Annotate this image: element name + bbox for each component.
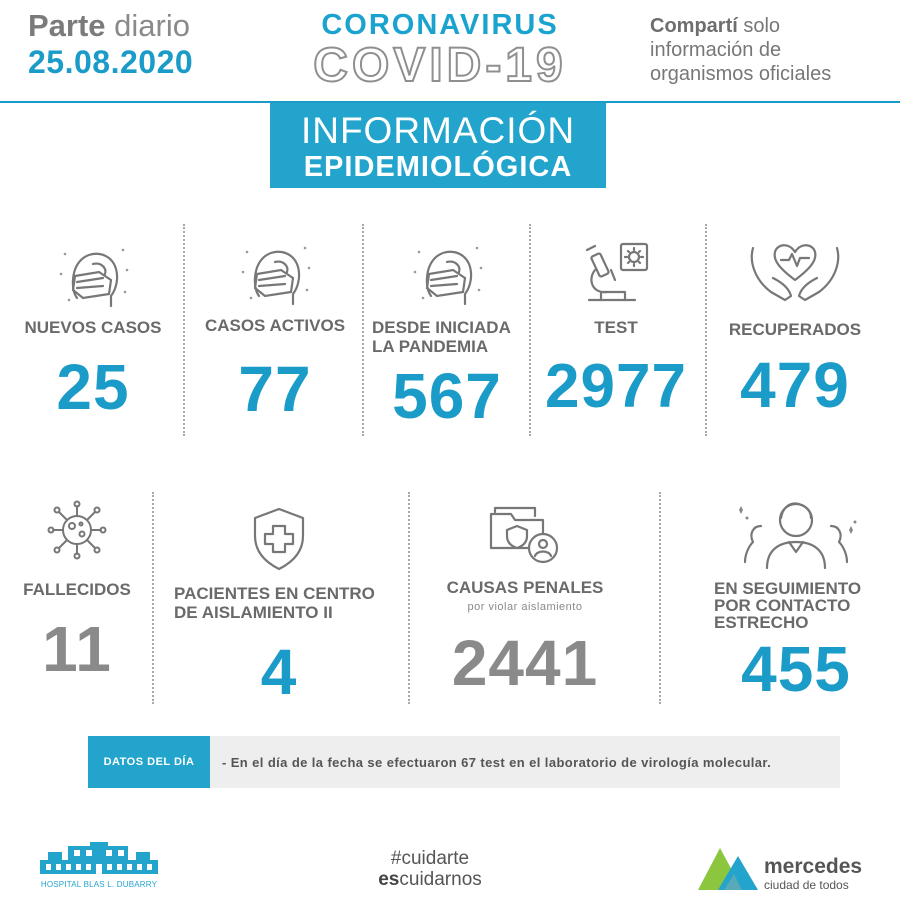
coronavirus-heading: CORONAVIRUS — [321, 9, 559, 41]
covid-title — [290, 8, 590, 90]
report-header — [28, 8, 278, 80]
stat-value: 4 — [260, 636, 298, 708]
heart-hands-icon — [745, 234, 845, 308]
stat-seguimiento — [708, 494, 884, 705]
stat-label: EN SEGUIMIENTO POR CONTACTO ESTRECHO — [714, 579, 862, 632]
medical-shield-icon — [249, 506, 309, 572]
column-divider — [408, 492, 410, 704]
column-divider — [659, 492, 661, 704]
stat-pacientes-aislamiento — [170, 506, 388, 708]
stat-nuevos-casos — [18, 240, 168, 423]
stat-test — [536, 240, 696, 419]
column-divider — [362, 224, 364, 436]
report-title: Parte diario — [28, 8, 190, 43]
covid19-heading: COVID-19 — [313, 39, 567, 92]
legal-folder-icon — [487, 504, 563, 566]
virus-icon — [45, 498, 109, 562]
column-divider — [152, 492, 154, 704]
brand-tagline: ciudad de todos — [764, 878, 849, 892]
stat-label: RECUPERADOS — [728, 320, 862, 339]
report-date: 25.08.2020 — [28, 44, 194, 80]
stat-label: CAUSAS PENALES — [446, 578, 604, 597]
stat-value: 25 — [56, 351, 130, 423]
share-notice: Compartí solo información de organismos oficiales — [650, 15, 832, 85]
daily-notes-text: - En el día de la fecha se efectuaron 67 test en el laboratorio de virología molecular. — [222, 754, 772, 770]
campaign-hashtag: #cuidarte escuidarnos — [378, 848, 482, 890]
stat-label: CASOS ACTIVOS — [204, 316, 346, 335]
stat-label: NUEVOS CASOS — [24, 318, 162, 337]
microscope-icon — [581, 240, 651, 306]
column-divider — [529, 224, 531, 436]
stat-desde-iniciada — [372, 238, 522, 432]
stat-label: TEST — [594, 318, 638, 337]
stat-value: 2441 — [451, 627, 599, 699]
stat-value: 11 — [42, 613, 112, 685]
contacts-icon — [731, 494, 861, 570]
stat-value: 455 — [741, 633, 851, 705]
column-divider — [183, 224, 185, 436]
stat-causas-penales — [420, 504, 630, 699]
stat-label: FALLECIDOS — [23, 580, 131, 599]
hospital-logo — [40, 842, 158, 878]
mercedes-logo-icon — [698, 846, 758, 890]
stat-label: PACIENTES EN CENTRO DE AISLAMIENTO II — [174, 584, 375, 622]
stat-recuperados — [715, 234, 875, 421]
stat-value: 2977 — [545, 352, 687, 421]
stat-label: DESDE INICIADA LA PANDEMIA — [372, 318, 511, 356]
stat-value: 479 — [740, 349, 850, 421]
stat-casos-activos — [200, 238, 350, 425]
hospital-name: HOSPITAL BLAS L. DUBARRY — [40, 880, 158, 889]
brand-name: mercedes — [764, 855, 863, 878]
stat-value: 567 — [392, 360, 502, 432]
masked-face-icon — [53, 240, 133, 310]
stat-value: 77 — [238, 353, 312, 425]
stat-sublabel: por violar aislamiento — [467, 601, 583, 613]
daily-notes-tag: DATOS DEL DÍA — [88, 736, 210, 788]
stat-fallecidos — [12, 498, 142, 685]
column-divider — [705, 224, 707, 436]
masked-face-icon — [235, 238, 315, 308]
masked-face-icon — [407, 238, 487, 308]
section-banner: INFORMACIÓN EPIDEMIOLÓGICA — [270, 103, 606, 188]
